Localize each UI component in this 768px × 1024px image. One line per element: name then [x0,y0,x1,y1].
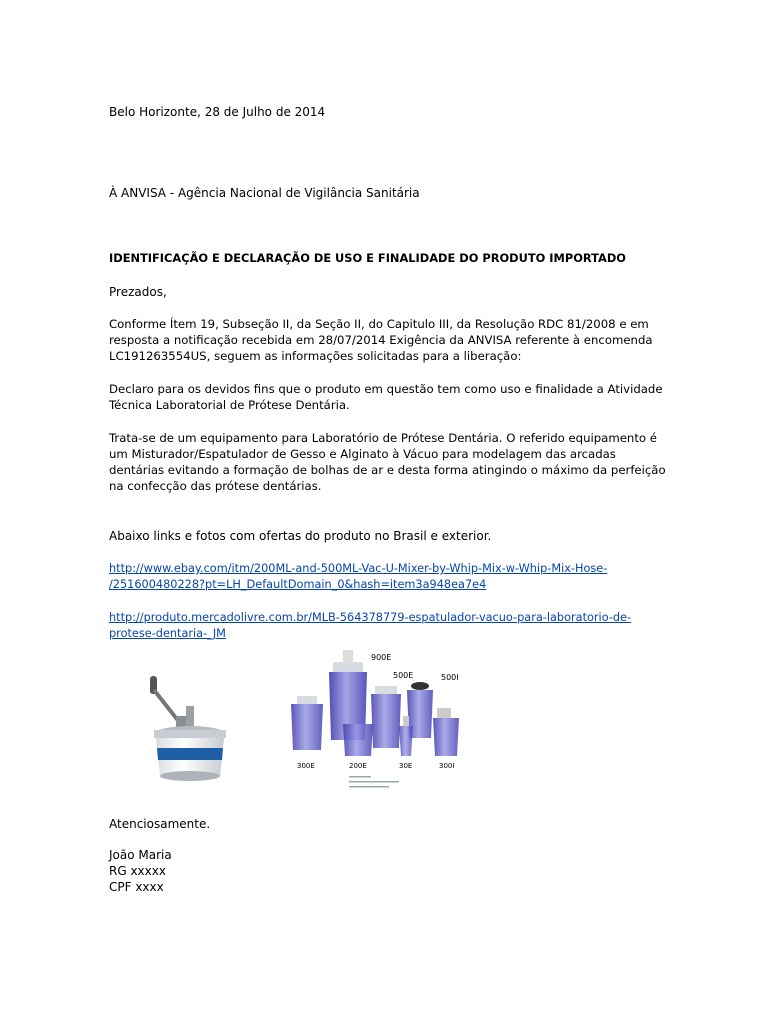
signer-rg: RG xxxxx [109,864,166,878]
greeting: Prezados, [109,285,167,299]
date-line: Belo Horizonte, 28 de Julho de 2014 [109,105,326,119]
svg-text:30E: 30E [399,762,413,770]
document-page: Belo Horizonte, 28 de Julho de 2014 À ANVISA - Agência Nacional de Vigilância Sanitária IDENTIFICAÇÃO E DECLARAÇÃO DE USO E FINALIDADE DO PRODUTO IMPORTADO Prezados, Conforme Ítem 19, Subseção II, da Seção II, do Capitulo III, da Resolução RDC 81/2008 e em resposta a notificação recebida em 28/07/2014 Exigência da ANVISA referente à encomenda LC191263554US, seguem as informações solicitadas para a liberação: Declaro para os devidos fins que o produto em questão tem como uso e finalidade a Atividade Técnica Laboratorial de Prótese Dentária. Trata-se de um equipamento para Laboratório de Prótese Dentária. O referido equipamento é um Misturador/Espatulador de Gesso e Alginato à Vácuo para modelagem das arcadas dentárias evitando a formação de bolhas de ar e desta forma atingindo o máximo da perfeição na confecção das prótese dentárias. Abaixo links e fotos com ofertas do produto no Brasil e exterior. http://www.ebay.com/itm/200ML-and-500ML-Vac-U-Mixer-by-Whip-Mix-w-Whip-Mix-Hose- /251600480228?pt=LH_DefaultDomain_0&hash=item3a948ea7e4 http://produto.mercadolivre.com.br/MLB-564378779-espatulador-vacuo-para-laboratorio-de- protese-dentaria-_JM 900E 500E 500I 300E 200E 30E 300I Atenciosamente. João Maria RG xxxxx CPF xxxx [109,105,666,894]
svg-text:300E: 300E [297,762,315,770]
svg-text:300I: 300I [439,762,455,770]
svg-text:500E: 500E [393,671,414,680]
signer-cpf: CPF xxxx [109,880,164,894]
svg-text:500I: 500I [441,673,459,682]
svg-text:200E: 200E [349,762,367,770]
closing: Atenciosamente. [109,817,211,831]
subject-heading: IDENTIFICAÇÃO E DECLARAÇÃO DE USO E FINALIDADE DO PRODUTO IMPORTADO [109,251,626,265]
mixing-bowls-product-photo [287,642,495,798]
recipient-line: À ANVISA - Agência Nacional de Vigilância Sanitária [109,186,420,200]
svg-text:900E: 900E [371,653,392,662]
signer-name: João Maria [109,848,172,862]
mixer-product-photo [140,668,240,788]
links-intro: Abaixo links e fotos com ofertas do produto no Brasil e exterior. [109,529,492,543]
